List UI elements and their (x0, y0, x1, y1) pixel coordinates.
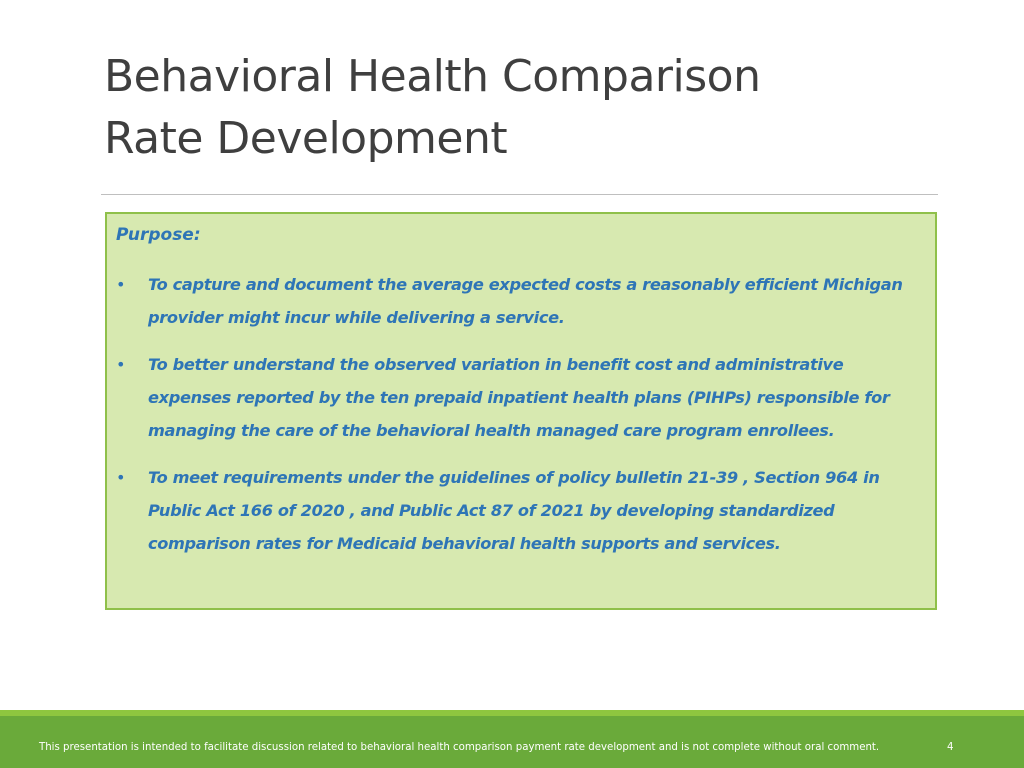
purpose-label: Purpose: (116, 225, 201, 245)
bullet-text: To better understand the observed variation in benefit cost and administrative expenses reported by the ten prepaid inpatient health plans (PIHPs) responsible for managing the care of the behavioral health managed care program enrollees. (148, 355, 890, 440)
purpose-box (105, 212, 937, 610)
footer-bar (0, 716, 1024, 768)
slide-title-line-2: Rate Development (104, 113, 508, 164)
purpose-bullet (116, 461, 931, 560)
bullet-icon: • (116, 468, 126, 487)
footer-disclaimer: This presentation is intended to facilitate discussion related to behavioral health comparison payment rate development and is not complete without oral comment. (39, 742, 880, 753)
purpose-bullet (116, 348, 931, 447)
slide-title-line-1: Behavioral Health Comparison (104, 51, 761, 102)
slide-title (104, 46, 944, 170)
title-divider (101, 194, 938, 195)
bullet-icon: • (116, 275, 126, 294)
page-number: 4 (947, 742, 954, 753)
bullet-text: To meet requirements under the guidelines of policy bulletin 21-39 , Section 964 in Public Act 166 of 2020 , and Public Act 87 of 2021 by developing standardized comparison rates for Medicaid behavioral health supports and services. (148, 468, 880, 553)
purpose-bullet-list (116, 268, 931, 574)
bullet-text: To capture and document the average expected costs a reasonably efficient Michigan provider might incur while delivering a service. (148, 275, 903, 327)
bullet-icon: • (116, 355, 126, 374)
purpose-bullet (116, 268, 931, 334)
